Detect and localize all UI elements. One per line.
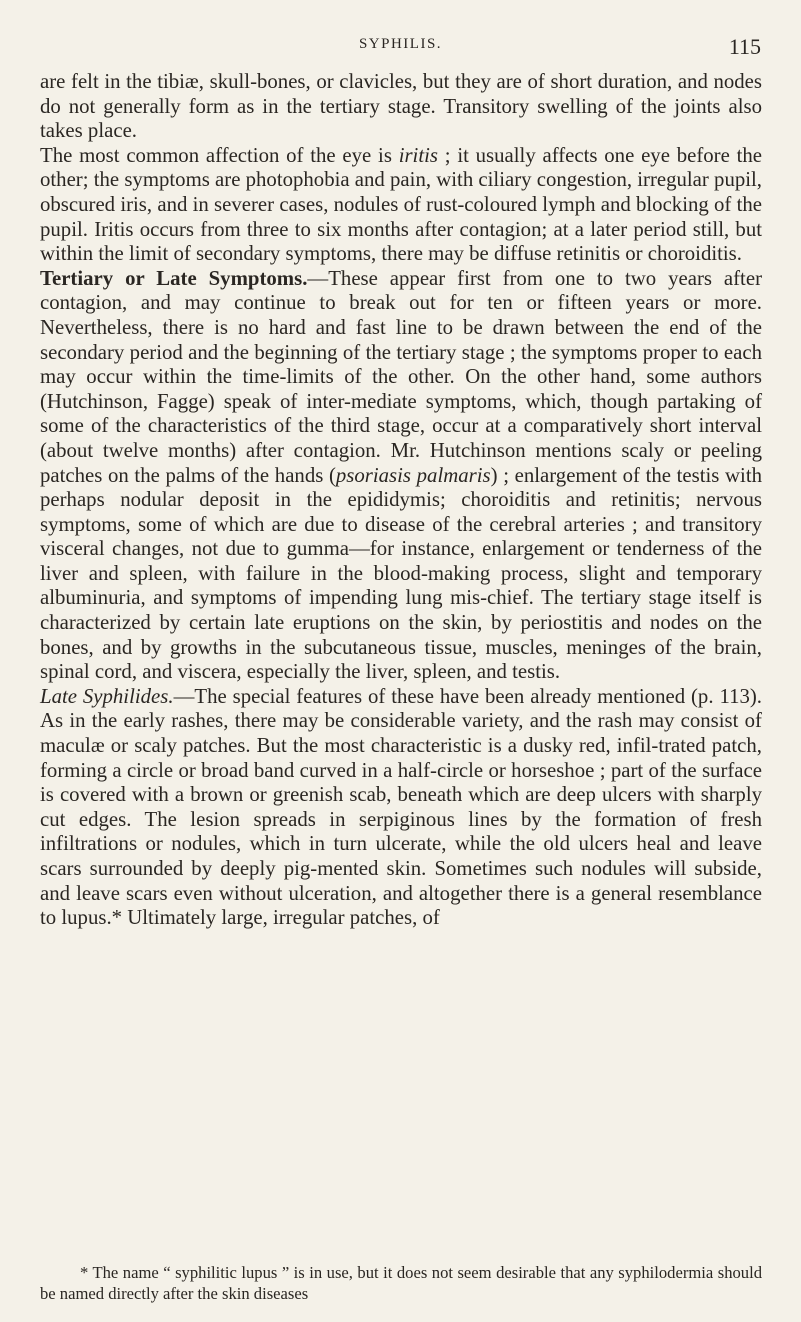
paragraph-2 xyxy=(40,144,762,267)
paragraph-3-italic: psoriasis palmaris xyxy=(335,463,491,487)
page-number: 115 xyxy=(728,34,761,59)
footnote xyxy=(40,1262,762,1304)
paragraph-4 xyxy=(40,685,762,931)
section-heading-tertiary: Tertiary or Late Symptoms. xyxy=(40,266,308,290)
paragraph-4-text: —The special features of these have been already mentioned (p. 113). As in the early rashes, there may be considerable variety, and the rash may consist of maculæ or scaly patches. But the most characteristic is a dusky red, infil-trated patch, forming a circle or broad band curved in a half-circle or horseshoe ; part of the surface is covered with a brown or greenish scab, beneath which are deep ulcers with sharply cut edges. The lesion spreads in serpiginous lines by the formation of fresh infiltrations or nodules, which in turn ulcerate, while the old ulcers heal and leave scars surrounded by deeply pig-mented skin. Sometimes such nodules will subside, and leave scars even without ulceration, and altogether there is a general resemblance to lupus.* Ultimately large, irregular patches, of xyxy=(40,684,762,930)
section-heading-late-syphilides: Late Syphilides. xyxy=(40,684,174,708)
paragraph-3 xyxy=(40,267,762,685)
paragraph-3-text-a: —These appear first from one to two years after contagion, and may continue to break out for ten or fifteen years or more. Nevertheless, there is no hard and fast line to be drawn between the end of the secondary period and the beginning of the tertiary stage ; the symptoms proper to each may occur within the time-limits of the other. On the other hand, some authors (Hutchinson, Fagge) speak of inter-mediate symptoms, which, though partaking of some of the characteristics of the third stage, occur at a comparatively short interval (about twelve months) after contagion. Mr. Hutchinson mentions scaly or peeling patches on the palms of the hands ( xyxy=(40,266,762,487)
paragraph-2-text-a: The most common affection of the eye is xyxy=(40,143,399,167)
page-header xyxy=(0,34,801,64)
paragraph-2-italic: iritis xyxy=(398,143,438,167)
paragraph-3-text-b: ) ; enlargement of the testis with perhaps nodular deposit in the epididymis; choroiditis and retinitis; nervous symptoms, some of which are due to disease of the cerebral arteries ; and transitory visceral changes, not due to gumma—for instance, enlargement or tenderness of the liver and spleen, with failure in the blood-making process, slight and temporary albuminuria, and symptoms of impending lung mis-chief. The tertiary stage itself is characterized by certain late eruptions on the skin, by periostitis and nodes on the bones, and by growths in the subcutaneous tissue, muscles, meninges of the brain, spinal cord, and viscera, especially the liver, spleen, and testis. xyxy=(40,463,763,684)
paragraph-1: are felt in the tibiæ, skull-bones, or clavicles, but they are of short duration, and nodes do not generally form as in the tertiary stage. Transitory swelling of the joints also takes place. xyxy=(40,70,762,143)
running-head: SYPHILIS. xyxy=(358,36,443,52)
body-text xyxy=(40,70,762,931)
paragraph-2-text-b: ; it usually affects one eye before the other; the symptoms are photophobia and pain, with ciliary congestion, irregular pupil, obscured iris, and in severer cases, nodules of rust-coloured lymph and blocking of the pupil. Iritis occurs from three to six months after contagion; at a later period still, but within the limit of secondary symptoms, there may be diffuse retinitis or choroiditis. xyxy=(40,143,762,266)
footnote-text: * The name “ syphilitic lupus ” is in use, but it does not seem desirable that any syphilodermia should be named directly after the skin diseases xyxy=(40,1263,762,1303)
